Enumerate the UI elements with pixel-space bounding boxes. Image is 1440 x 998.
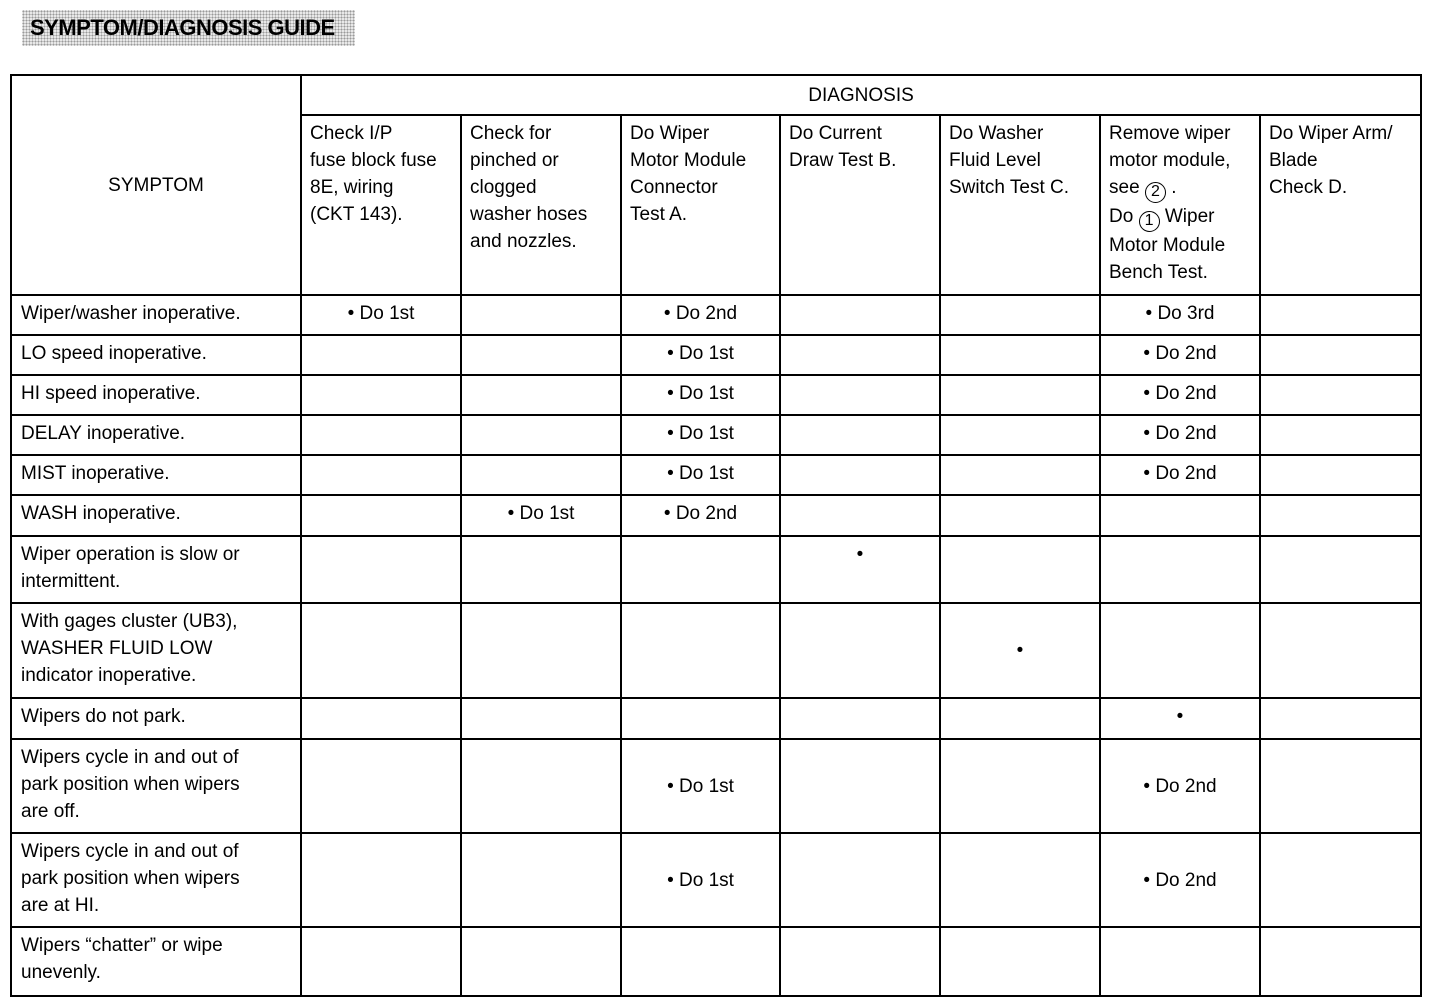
diagnosis-cell (461, 335, 621, 375)
column-header-bench-test-period: . (1165, 177, 1177, 198)
diagnosis-cell (461, 603, 621, 698)
diagnosis-cell (461, 833, 621, 927)
diagnosis-cell (1260, 536, 1421, 603)
diagnosis-cell (780, 927, 940, 996)
table-row (11, 335, 1421, 375)
diagnosis-cell: • Do 1st (621, 833, 780, 927)
diagnosis-cell (1260, 455, 1421, 495)
symptom-cell: DELAY inoperative. (11, 415, 301, 455)
diagnosis-cell (1100, 927, 1260, 996)
diagnosis-cell: • Do 1st (621, 455, 780, 495)
diagnosis-cell: • Do 2nd (1100, 375, 1260, 415)
diagnosis-cell (621, 536, 780, 603)
diagnosis-cell (780, 415, 940, 455)
table-row (11, 739, 1421, 833)
diagnosis-cell (1100, 603, 1260, 698)
diagnosis-cell (621, 927, 780, 996)
diagnosis-cell (301, 927, 461, 996)
diagnosis-cell (940, 455, 1100, 495)
diagnosis-cell (1260, 603, 1421, 698)
diagnosis-cell (780, 375, 940, 415)
diagnosis-cell: • Do 2nd (1100, 739, 1260, 833)
symptom-cell: Wipers cycle in and out of park position when wipers are off. (11, 739, 301, 833)
diagnosis-cell (621, 603, 780, 698)
diagnosis-cell (1260, 698, 1421, 739)
diagnosis-cell (940, 536, 1100, 603)
symptom-column-header: SYMPTOM (11, 75, 301, 295)
diagnosis-cell (780, 603, 940, 698)
diagnosis-cell (301, 455, 461, 495)
diagnosis-cell (301, 495, 461, 536)
column-header-washer-hoses: Check for pinched or clogged washer hoses and nozzles. (461, 115, 621, 295)
circled-number-1: 1 (1139, 211, 1160, 232)
diagnosis-cell (301, 833, 461, 927)
diagnosis-cell (301, 415, 461, 455)
diagnosis-cell (1260, 927, 1421, 996)
symptom-diagnosis-table (10, 74, 1422, 997)
diagnosis-cell: • Do 2nd (621, 295, 780, 335)
table-row (11, 375, 1421, 415)
diagnosis-cell (940, 295, 1100, 335)
diagnosis-cell (1100, 495, 1260, 536)
diagnosis-cell: • Do 1st (621, 375, 780, 415)
diagnosis-cell (780, 833, 940, 927)
symptom-cell: Wiper/washer inoperative. (11, 295, 301, 335)
symptom-cell: LO speed inoperative. (11, 335, 301, 375)
diagnosis-cell (461, 375, 621, 415)
diagnosis-header-row (11, 75, 1421, 115)
diagnosis-cell (780, 698, 940, 739)
diagnosis-cell (301, 375, 461, 415)
diagnosis-cell: • (780, 536, 940, 603)
diagnosis-cell: • (1100, 698, 1260, 739)
diagnosis-cell (940, 335, 1100, 375)
diagnosis-cell (1100, 536, 1260, 603)
diagnosis-cell: • Do 1st (621, 739, 780, 833)
diagnosis-cell (301, 698, 461, 739)
symptom-cell: MIST inoperative. (11, 455, 301, 495)
symptom-cell: Wipers “chatter” or wipe unevenly. (11, 927, 301, 996)
diagnosis-cell (301, 335, 461, 375)
diagnosis-cell (1260, 833, 1421, 927)
diagnosis-cell (780, 295, 940, 335)
diagnosis-cell: • (940, 603, 1100, 698)
column-header-bench-test-do: Do (1109, 206, 1134, 227)
page-title: SYMPTOM/DIAGNOSIS GUIDE (22, 10, 355, 46)
diagnosis-cell: • Do 1st (461, 495, 621, 536)
column-header-fuse-check: Check I/P fuse block fuse 8E, wiring (CKT 143). (301, 115, 461, 295)
diagnosis-cell (940, 495, 1100, 536)
diagnosis-cell (461, 295, 621, 335)
diagnosis-cell (461, 739, 621, 833)
diagnosis-cell (780, 495, 940, 536)
column-header-connector-test-a: Do Wiper Motor Module Connector Test A. (621, 115, 780, 295)
diagnosis-cell: • Do 2nd (1100, 833, 1260, 927)
diagnosis-cell (301, 603, 461, 698)
diagnosis-cell: • Do 2nd (621, 495, 780, 536)
column-header-bench-test-rest: Wiper Motor Module Bench Test. (1109, 206, 1226, 283)
table-row (11, 536, 1421, 603)
diagnosis-cell (940, 927, 1100, 996)
diagnosis-cell (1260, 375, 1421, 415)
diagnosis-cell: • Do 1st (621, 335, 780, 375)
table-body (11, 295, 1421, 996)
diagnosis-cell: • Do 1st (301, 295, 461, 335)
diagnosis-cell: • Do 2nd (1100, 455, 1260, 495)
table-row (11, 833, 1421, 927)
diagnosis-cell (1260, 335, 1421, 375)
diagnosis-cell (621, 698, 780, 739)
diagnosis-cell (1260, 295, 1421, 335)
diagnosis-cell (461, 536, 621, 603)
diagnosis-cell (780, 739, 940, 833)
diagnosis-cell (461, 415, 621, 455)
column-header-current-draw-test-b: Do Current Draw Test B. (780, 115, 940, 295)
table-row (11, 455, 1421, 495)
diagnosis-cell (461, 927, 621, 996)
column-header-arm-blade-check-d: Do Wiper Arm/ Blade Check D. (1260, 115, 1421, 295)
column-header-bench-test (1100, 115, 1260, 295)
symptom-cell: With gages cluster (UB3), WASHER FLUID LOW indicator inoperative. (11, 603, 301, 698)
diagnosis-cell (1260, 739, 1421, 833)
diagnosis-cell: • Do 2nd (1100, 415, 1260, 455)
symptom-cell: WASH inoperative. (11, 495, 301, 536)
diagnosis-cell: • Do 3rd (1100, 295, 1260, 335)
diagnosis-cell (301, 739, 461, 833)
diagnosis-cell (940, 698, 1100, 739)
symptom-cell: HI speed inoperative. (11, 375, 301, 415)
table-row (11, 295, 1421, 335)
diagnosis-cell: • Do 2nd (1100, 335, 1260, 375)
table-row (11, 495, 1421, 536)
diagnosis-cell: • Do 1st (621, 415, 780, 455)
diagnosis-cell (301, 536, 461, 603)
diagnosis-cell (461, 455, 621, 495)
diagnosis-cell (780, 335, 940, 375)
diagnosis-cell (940, 739, 1100, 833)
table-row (11, 698, 1421, 739)
diagnosis-cell (780, 455, 940, 495)
symptom-cell: Wipers cycle in and out of park position when wipers are at HI. (11, 833, 301, 927)
column-header-bench-test-text: Remove wiper motor module, see (1109, 123, 1231, 198)
diagnosis-group-header: DIAGNOSIS (301, 75, 1421, 115)
diagnosis-cell (1260, 415, 1421, 455)
circled-number-2: 2 (1145, 182, 1166, 203)
table-row (11, 603, 1421, 698)
table-row (11, 415, 1421, 455)
symptom-cell: Wiper operation is slow or intermittent. (11, 536, 301, 603)
diagnosis-cell (461, 698, 621, 739)
diagnosis-cell (940, 833, 1100, 927)
table-row (11, 927, 1421, 996)
diagnosis-cell (1260, 495, 1421, 536)
diagnosis-cell (940, 375, 1100, 415)
column-header-fluid-level-test-c: Do Washer Fluid Level Switch Test C. (940, 115, 1100, 295)
diagnosis-cell (940, 415, 1100, 455)
symptom-cell: Wipers do not park. (11, 698, 301, 739)
